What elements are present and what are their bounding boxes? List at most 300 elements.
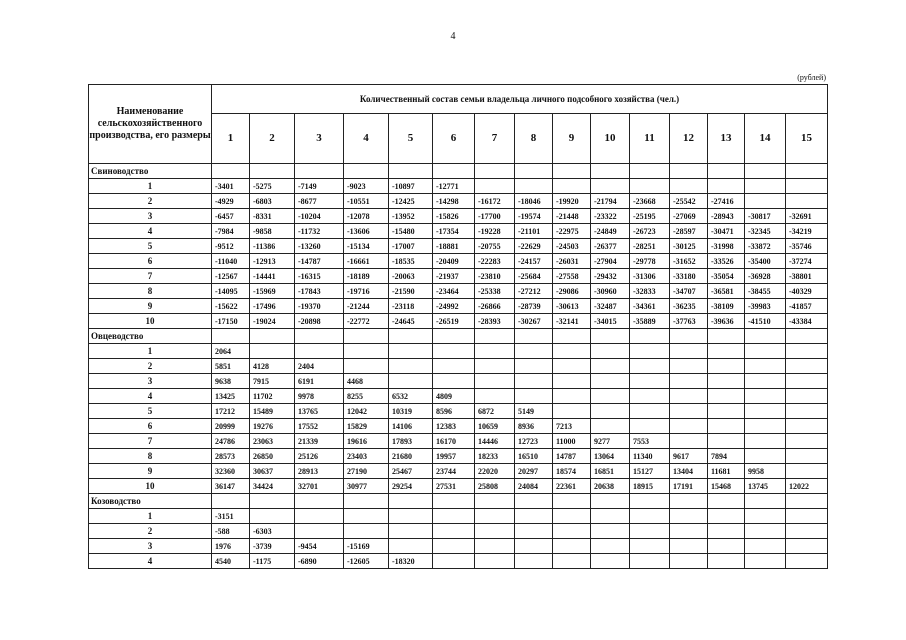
value-cell: 18233 [475,449,515,464]
value-cell [591,539,630,554]
value-cell [786,509,828,524]
value-cell: 16851 [591,464,630,479]
value-cell [591,179,630,194]
value-cell: 12383 [433,419,475,434]
table-row [89,254,828,269]
value-cell: 4809 [433,389,475,404]
value-cell: -38455 [745,284,786,299]
value-cell: -27212 [515,284,553,299]
value-cell [745,194,786,209]
empty-cell [344,494,389,509]
table-row [89,419,828,434]
empty-cell [212,329,250,344]
value-cell: -28393 [475,314,515,329]
value-cell: -27416 [708,194,745,209]
value-cell: 16510 [515,449,553,464]
value-cell [295,524,344,539]
value-cell: 25808 [475,479,515,494]
header-col-3: 3 [295,114,344,164]
value-cell [475,374,515,389]
value-cell: -24849 [591,224,630,239]
value-cell [630,389,670,404]
table-row [89,509,828,524]
value-cell [745,554,786,569]
value-cell: 30977 [344,479,389,494]
value-cell: 11702 [250,389,295,404]
table-row [89,449,828,464]
header-col-14: 14 [745,114,786,164]
value-cell: -20063 [389,269,433,284]
value-cell [591,524,630,539]
value-cell: 17191 [670,479,708,494]
value-cell: -39636 [708,314,745,329]
value-cell [745,179,786,194]
value-cell: 30637 [250,464,295,479]
value-cell: 11340 [630,449,670,464]
header-col-8: 8 [515,114,553,164]
value-cell: 19957 [433,449,475,464]
value-cell [708,419,745,434]
value-cell [553,374,591,389]
value-cell [630,344,670,359]
value-cell: -27904 [591,254,630,269]
value-cell [708,179,745,194]
value-cell: 23063 [250,434,295,449]
units-label: (рублей) [797,73,826,82]
value-cell: -24157 [515,254,553,269]
value-cell [344,509,389,524]
empty-cell [389,164,433,179]
value-cell: -22975 [553,224,591,239]
value-cell: -12913 [250,254,295,269]
empty-cell [295,164,344,179]
empty-cell [433,329,475,344]
value-cell [670,179,708,194]
value-cell: 12022 [786,479,828,494]
value-cell: -5275 [250,179,295,194]
value-cell [553,179,591,194]
value-cell [433,554,475,569]
value-cell: 5149 [515,404,553,419]
value-cell: -34219 [786,224,828,239]
size-cell: 6 [89,419,212,434]
value-cell: 27190 [344,464,389,479]
value-cell [475,509,515,524]
value-cell [389,524,433,539]
value-cell: 36147 [212,479,250,494]
table-row [89,464,828,479]
value-cell: 1976 [212,539,250,554]
value-cell: 8936 [515,419,553,434]
size-cell: 10 [89,479,212,494]
value-cell: 24786 [212,434,250,449]
empty-cell [250,329,295,344]
value-cell [670,434,708,449]
value-cell: -23322 [591,209,630,224]
value-cell: -28943 [708,209,745,224]
value-cell [708,554,745,569]
value-cell [708,374,745,389]
header-col-11: 11 [630,114,670,164]
value-cell [745,539,786,554]
size-cell: 4 [89,224,212,239]
value-cell: -32833 [630,284,670,299]
size-cell: 9 [89,464,212,479]
value-cell: 24084 [515,479,553,494]
value-cell [630,374,670,389]
empty-cell [344,164,389,179]
value-cell: -15480 [389,224,433,239]
value-cell: -10551 [344,194,389,209]
empty-cell [708,494,745,509]
value-cell: 14106 [389,419,433,434]
value-cell: -10897 [389,179,433,194]
value-cell: -25338 [475,284,515,299]
value-cell: 14787 [553,449,591,464]
value-cell: -23118 [389,299,433,314]
value-cell: 4128 [250,359,295,374]
empty-cell [250,164,295,179]
value-cell: 2404 [295,359,344,374]
value-cell: -18189 [344,269,389,284]
value-cell: 6191 [295,374,344,389]
size-cell: 2 [89,194,212,209]
value-cell [591,374,630,389]
header-col-2: 2 [250,114,295,164]
section-title: Свиноводство [89,164,212,179]
value-cell: 28913 [295,464,344,479]
value-cell [786,374,828,389]
empty-cell [515,164,553,179]
value-cell [745,404,786,419]
value-cell [475,344,515,359]
value-cell: -21937 [433,269,475,284]
header-col-1: 1 [212,114,250,164]
value-cell [745,434,786,449]
value-cell: 32360 [212,464,250,479]
empty-cell [670,329,708,344]
value-cell [630,524,670,539]
value-cell [670,509,708,524]
value-cell: 18574 [553,464,591,479]
value-cell: -23668 [630,194,670,209]
value-cell [250,509,295,524]
value-cell: 2064 [212,344,250,359]
value-cell: -25195 [630,209,670,224]
value-cell: -33872 [745,239,786,254]
value-cell: -15134 [344,239,389,254]
header-group: Количественный состав семьи владельца личного подсобного хозяйства (чел.) [212,85,828,114]
value-cell: -29778 [630,254,670,269]
header-col-9: 9 [553,114,591,164]
value-cell [475,359,515,374]
value-cell: -39983 [745,299,786,314]
value-cell: -11732 [295,224,344,239]
value-cell [591,389,630,404]
value-cell [786,554,828,569]
value-cell: -37274 [786,254,828,269]
value-cell [553,524,591,539]
value-cell: 18915 [630,479,670,494]
value-cell: 10319 [389,404,433,419]
value-cell: 13425 [212,389,250,404]
value-cell [433,359,475,374]
value-cell: -17843 [295,284,344,299]
value-cell: -31998 [708,239,745,254]
value-cell: -20409 [433,254,475,269]
value-cell: -6303 [250,524,295,539]
empty-cell [630,494,670,509]
value-cell [786,434,828,449]
empty-cell [553,329,591,344]
table-row [89,224,828,239]
value-cell [708,509,745,524]
section-row [89,164,828,179]
value-cell: 9958 [745,464,786,479]
value-cell: -16315 [295,269,344,284]
empty-cell [475,164,515,179]
value-cell: -41857 [786,299,828,314]
value-cell: 23403 [344,449,389,464]
value-cell: -13952 [389,209,433,224]
value-cell: 7915 [250,374,295,389]
table-row [89,539,828,554]
value-cell: -40329 [786,284,828,299]
value-cell: -24992 [433,299,475,314]
value-cell: 17893 [389,434,433,449]
value-cell: -6803 [250,194,295,209]
table-row [89,209,828,224]
value-cell: -6457 [212,209,250,224]
value-cell: 13404 [670,464,708,479]
table-row [89,404,828,419]
value-cell: -19024 [250,314,295,329]
value-cell [389,509,433,524]
value-cell: 9277 [591,434,630,449]
value-cell [708,404,745,419]
value-cell: -43384 [786,314,828,329]
value-cell [745,449,786,464]
value-cell: 11681 [708,464,745,479]
value-cell [591,359,630,374]
value-cell: -21794 [591,194,630,209]
value-cell: 21680 [389,449,433,464]
value-cell [515,524,553,539]
value-cell [745,509,786,524]
value-cell: -33180 [670,269,708,284]
size-cell: 8 [89,449,212,464]
empty-cell [553,494,591,509]
value-cell: -8677 [295,194,344,209]
empty-cell [515,494,553,509]
value-cell: -26866 [475,299,515,314]
header-col-15: 15 [786,114,828,164]
value-cell: -21448 [553,209,591,224]
value-cell: 9638 [212,374,250,389]
table-row [89,299,828,314]
table-row [89,374,828,389]
header-col-5: 5 [389,114,433,164]
value-cell: 14446 [475,434,515,449]
value-cell [553,554,591,569]
value-cell: -22629 [515,239,553,254]
value-cell: -34707 [670,284,708,299]
value-cell: -25542 [670,194,708,209]
value-cell: 8255 [344,389,389,404]
value-cell: 34424 [250,479,295,494]
value-cell: -4929 [212,194,250,209]
value-cell: 21339 [295,434,344,449]
value-cell: -14441 [250,269,295,284]
value-cell [786,449,828,464]
value-cell [786,404,828,419]
value-cell: -33526 [708,254,745,269]
value-cell: -13606 [344,224,389,239]
value-cell: -8331 [250,209,295,224]
value-cell [475,524,515,539]
value-cell: -14095 [212,284,250,299]
value-cell [344,359,389,374]
value-cell: 6532 [389,389,433,404]
value-cell: 25126 [295,449,344,464]
value-cell: 22361 [553,479,591,494]
value-cell: -29086 [553,284,591,299]
value-cell: -32345 [745,224,786,239]
empty-cell [670,164,708,179]
value-cell: -10204 [295,209,344,224]
header-row-top [89,85,828,114]
empty-cell [745,329,786,344]
value-cell: 17212 [212,404,250,419]
empty-cell [515,329,553,344]
value-cell: -25684 [515,269,553,284]
table-row [89,314,828,329]
value-cell [708,434,745,449]
value-cell: 20297 [515,464,553,479]
value-cell: -18320 [389,554,433,569]
value-cell: -11040 [212,254,250,269]
size-cell: 2 [89,524,212,539]
value-cell: -35746 [786,239,828,254]
value-cell: 27531 [433,479,475,494]
empty-cell [786,329,828,344]
table-row [89,479,828,494]
empty-cell [295,329,344,344]
value-cell [745,344,786,359]
value-cell [433,374,475,389]
value-cell: 7213 [553,419,591,434]
value-cell: -36928 [745,269,786,284]
value-cell: 9617 [670,449,708,464]
value-cell: -22283 [475,254,515,269]
value-cell: -22772 [344,314,389,329]
section-title: Козоводство [89,494,212,509]
value-cell: 20999 [212,419,250,434]
value-cell [630,509,670,524]
header-col-7: 7 [475,114,515,164]
value-cell: -19228 [475,224,515,239]
table-row [89,524,828,539]
value-cell: -30267 [515,314,553,329]
empty-cell [745,164,786,179]
value-cell: -32141 [553,314,591,329]
value-cell [670,524,708,539]
value-cell [295,344,344,359]
size-cell: 5 [89,404,212,419]
value-cell: 5851 [212,359,250,374]
size-cell: 4 [89,389,212,404]
table-row [89,269,828,284]
value-cell [515,344,553,359]
empty-cell [591,329,630,344]
value-cell [553,404,591,419]
value-cell: -21244 [344,299,389,314]
value-cell: -30125 [670,239,708,254]
value-cell [630,404,670,419]
value-cell [786,179,828,194]
value-cell: 12042 [344,404,389,419]
value-cell [591,404,630,419]
value-cell: -20898 [295,314,344,329]
value-cell: -35400 [745,254,786,269]
value-cell: -37763 [670,314,708,329]
value-cell [786,359,828,374]
value-cell [670,389,708,404]
value-cell [433,539,475,554]
value-cell [515,509,553,524]
table-row [89,434,828,449]
value-cell: -3401 [212,179,250,194]
value-cell [786,344,828,359]
table-row [89,359,828,374]
value-cell [786,419,828,434]
value-cell [295,509,344,524]
value-cell: -34015 [591,314,630,329]
size-cell: 1 [89,179,212,194]
size-cell: 5 [89,239,212,254]
value-cell [630,539,670,554]
value-cell: 20638 [591,479,630,494]
value-cell [786,194,828,209]
empty-cell [433,164,475,179]
value-cell: -11386 [250,239,295,254]
value-cell: 13765 [295,404,344,419]
value-cell [553,389,591,404]
value-cell [389,344,433,359]
value-cell [745,359,786,374]
value-cell: -17007 [389,239,433,254]
value-cell: -9023 [344,179,389,194]
value-cell: 28573 [212,449,250,464]
value-cell: 11000 [553,434,591,449]
value-cell: 7894 [708,449,745,464]
value-cell: -18535 [389,254,433,269]
value-cell [515,374,553,389]
value-cell: -19370 [295,299,344,314]
value-cell: -12425 [389,194,433,209]
empty-cell [389,329,433,344]
value-cell [475,179,515,194]
value-cell [389,374,433,389]
value-cell [553,539,591,554]
value-cell [708,389,745,404]
value-cell [553,359,591,374]
value-cell: -6890 [295,554,344,569]
size-cell: 6 [89,254,212,269]
value-cell [591,554,630,569]
value-cell: -3151 [212,509,250,524]
header-col-10: 10 [591,114,630,164]
